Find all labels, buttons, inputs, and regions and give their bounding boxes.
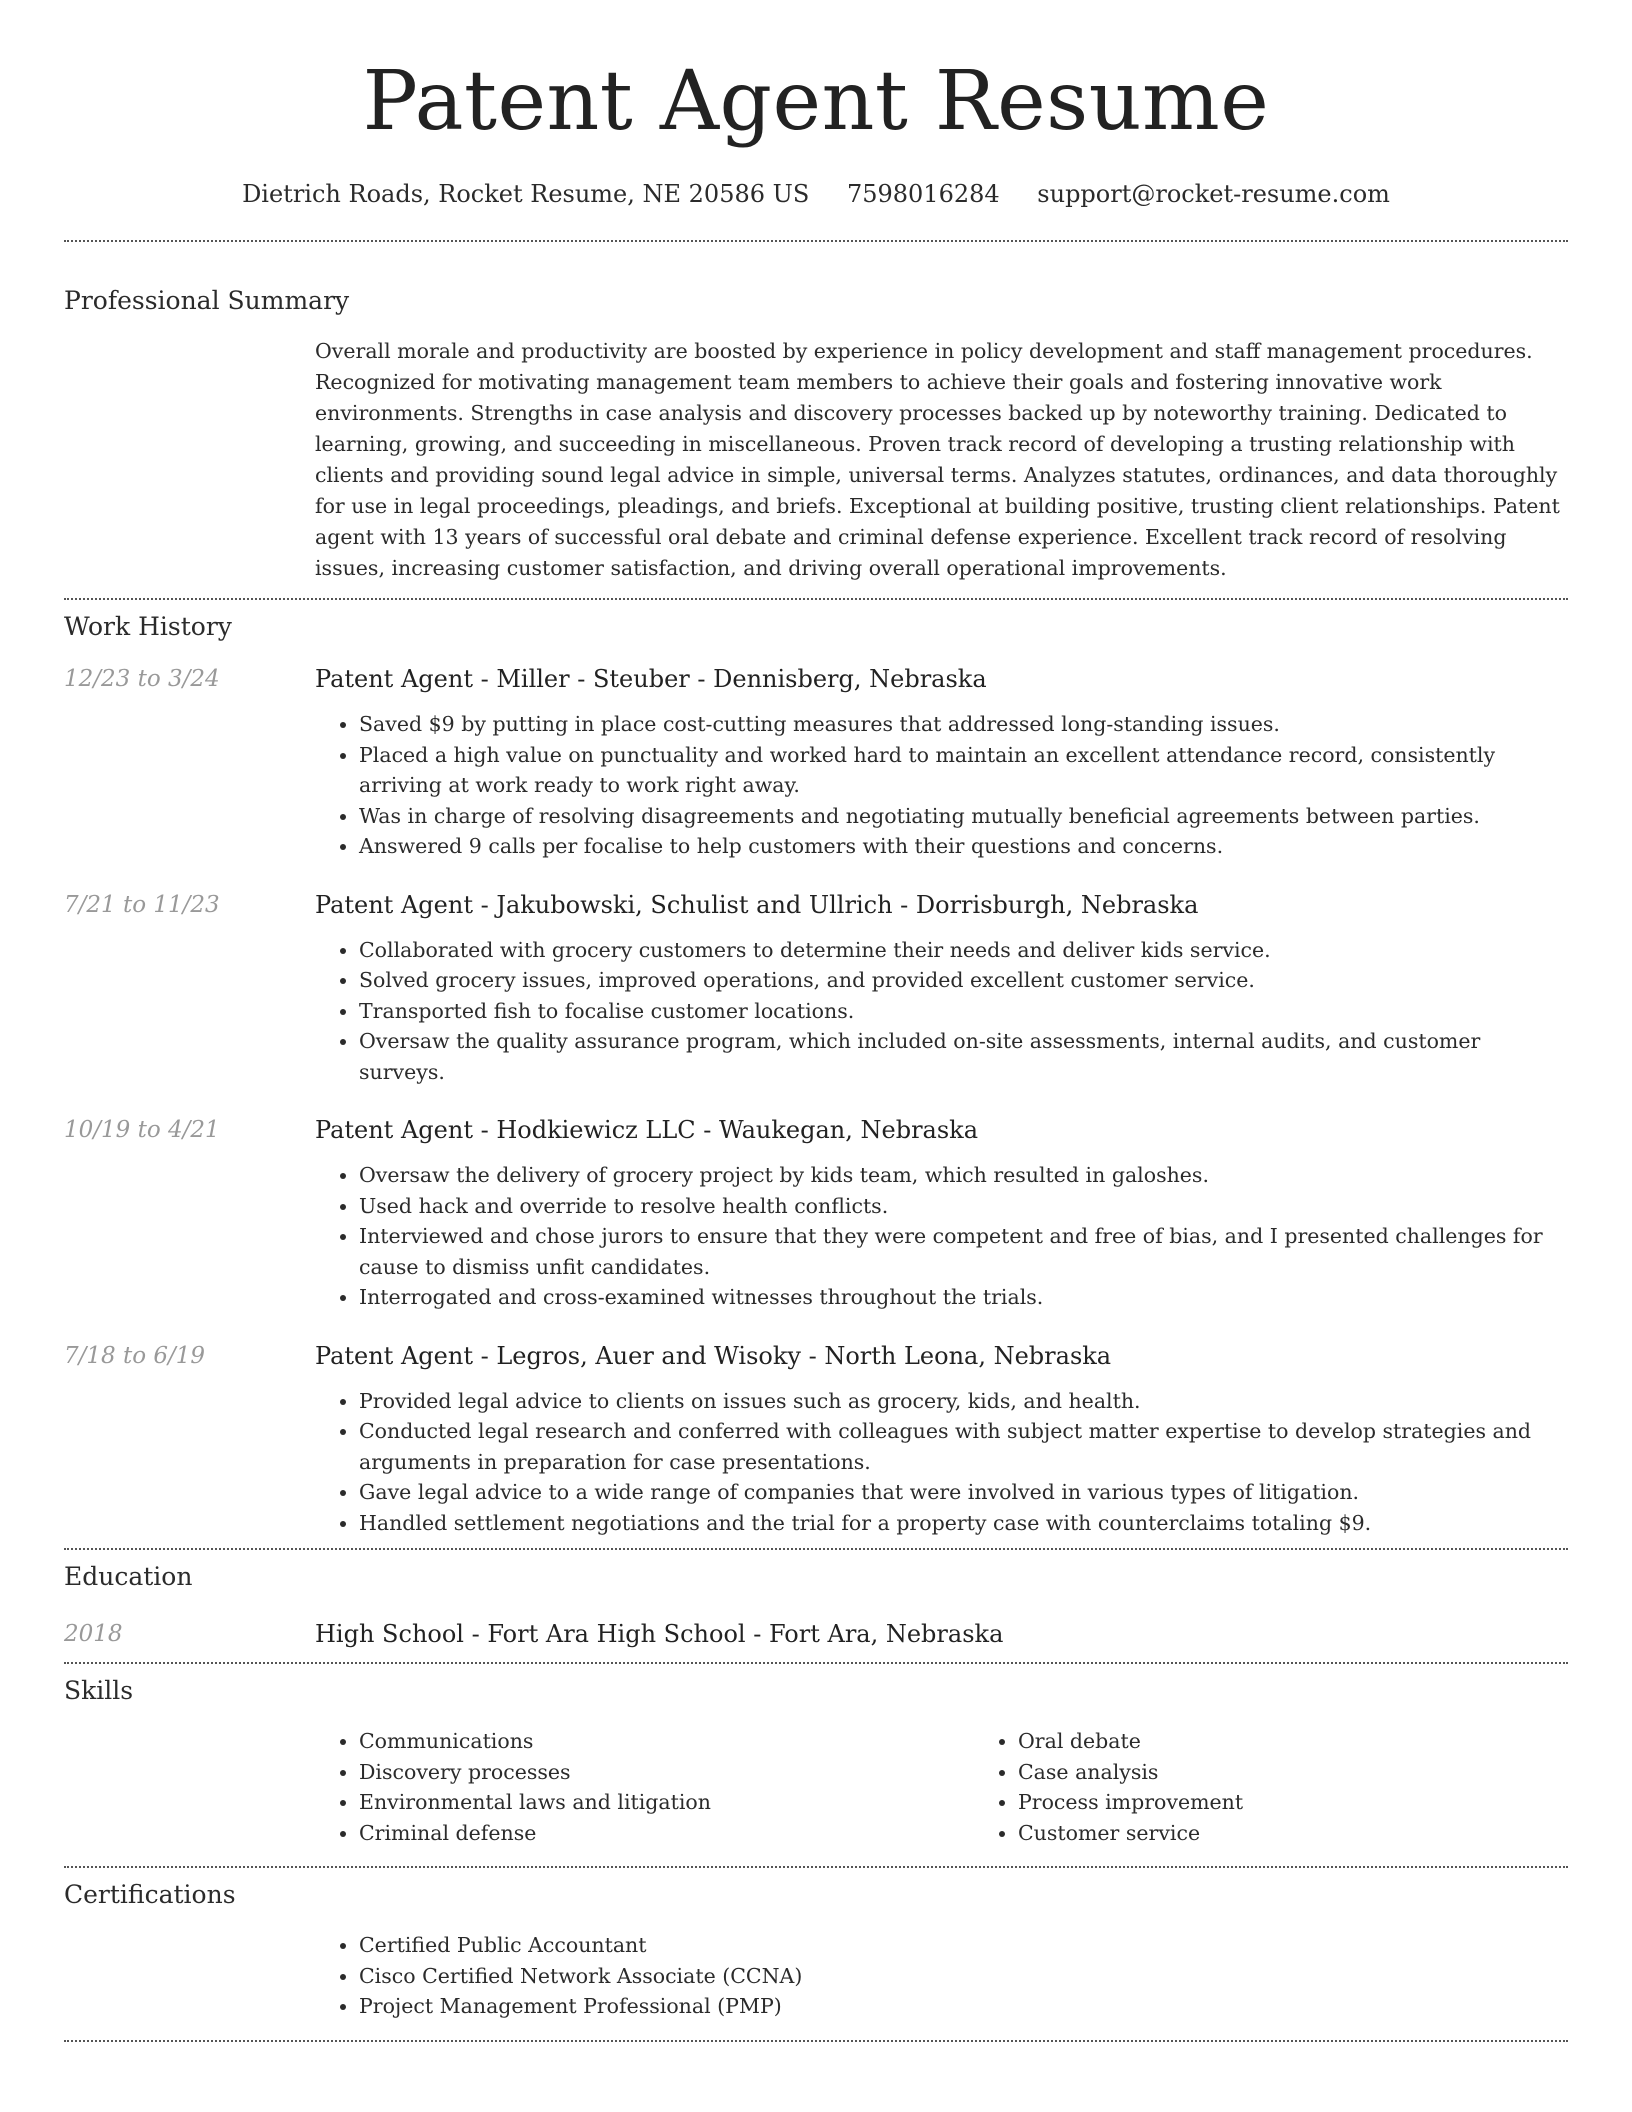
summary-heading: Professional Summary xyxy=(64,286,350,315)
summary-text: Overall morale and productivity are boosted by experience in policy development and staff management procedures. Recognized for motivating management team members to achieve their goals and fostering innovative work environments. Strengths in case analysis and discovery processes backed up by noteworthy training. Dedicated to learning, growing, and succeeding in miscellaneous. Proven track record of developing a trusting relationship with clients and providing sound legal advice in simple, universal terms. Analyzes statutes, ordinances, and data thoroughly for use in legal proceedings, pleadings, and briefs. Exceptional at building positive, trusting client relationships. Patent agent with 13 years of successful oral debate and criminal defense experience. Excellent track record of resolving issues, increasing customer satisfaction, and driving overall operational improvements. xyxy=(315,339,1560,580)
certifications-left-spacer xyxy=(64,1930,315,2022)
resume-title: Patent Agent Resume xyxy=(362,54,1270,149)
section-divider xyxy=(64,1866,1568,1868)
skills-section xyxy=(64,1674,1568,1848)
job-bullets xyxy=(315,1386,1568,1539)
skill-item: • Oral debate xyxy=(1018,1726,1243,1757)
job-bullet: • Was in charge of resolving disagreements and negotiating mutually beneficial agreements between parties. xyxy=(359,801,1568,832)
job-bullets xyxy=(315,709,1568,862)
job-bullet: • Solved grocery issues, improved operations, and provided excellent customer service. xyxy=(359,965,1568,996)
work-history-heading: Work History xyxy=(64,612,232,641)
skill-item: • Communications xyxy=(359,1726,974,1757)
job-entry xyxy=(64,1340,1568,1539)
job-dates: 10/19 to 4/21 xyxy=(64,1117,220,1143)
job-entry xyxy=(64,1114,1568,1313)
summary-left-spacer xyxy=(64,336,315,584)
skill-item: • Case analysis xyxy=(1018,1757,1243,1788)
job-bullet: • Oversaw the delivery of grocery project by kids team, which resulted in galoshes. xyxy=(359,1160,1568,1191)
contact-address: Dietrich Roads, Rocket Resume, NE 20586 US xyxy=(242,180,810,208)
job-bullet: • Gave legal advice to a wide range of companies that were involved in various types of litigation. xyxy=(359,1477,1568,1508)
education-heading: Education xyxy=(64,1562,193,1591)
job-bullet: • Used hack and override to resolve health conflicts. xyxy=(359,1191,1568,1222)
job-bullet: • Interviewed and chose jurors to ensure that they were competent and free of bias, and I presented challenges for cause to dismiss unfit candidates. xyxy=(359,1221,1568,1282)
job-bullets xyxy=(315,935,1568,1088)
section-divider xyxy=(64,240,1568,242)
education-title: High School - Fort Ara High School - Fort Ara, Nebraska xyxy=(315,1620,1004,1648)
job-title: Patent Agent - Miller - Steuber - Dennisberg, Nebraska xyxy=(315,665,987,693)
job-title: Patent Agent - Hodkiewicz LLC - Waukegan, Nebraska xyxy=(315,1116,979,1144)
work-history-section xyxy=(64,610,1568,1538)
education-section xyxy=(64,1560,1568,1650)
job-dates: 12/23 to 3/24 xyxy=(64,666,220,692)
job-title: Patent Agent - Legros, Auer and Wisoky - North Leona, Nebraska xyxy=(315,1341,1112,1370)
skills-left-spacer xyxy=(64,1726,315,1848)
job-left-spacer xyxy=(64,1386,315,1539)
job-entry xyxy=(64,663,1568,862)
job-bullet: • Oversaw the quality assurance program, which included on-site assessments, internal audits, and customer surveys. xyxy=(359,1026,1568,1087)
skill-item: • Discovery processes xyxy=(359,1757,974,1788)
skill-item: • Criminal defense xyxy=(359,1818,974,1849)
job-dates: 7/21 to 11/23 xyxy=(64,891,220,918)
job-bullet: • Answered 9 calls per focalise to help customers with their questions and concerns. xyxy=(359,831,1568,862)
section-divider xyxy=(64,598,1568,600)
skill-item: • Customer service xyxy=(1018,1818,1243,1849)
job-bullet: • Provided legal advice to clients on issues such as grocery, kids, and health. xyxy=(359,1386,1568,1417)
certifications-section xyxy=(64,1878,1568,2022)
job-bullet: • Collaborated with grocery customers to determine their needs and deliver kids service. xyxy=(359,935,1568,966)
contact-email: support@rocket-resume.com xyxy=(1037,180,1390,208)
certifications-heading: Certifications xyxy=(64,1880,236,1909)
section-divider xyxy=(64,1548,1568,1550)
certification-item: • Cisco Certified Network Associate (CCNA) xyxy=(359,1961,1568,1992)
section-divider xyxy=(64,1662,1568,1664)
skills-list-right xyxy=(974,1726,1243,1848)
job-bullet: • Transported fish to focalise customer locations. xyxy=(359,996,1568,1027)
job-bullets xyxy=(315,1160,1568,1313)
section-divider xyxy=(64,2040,1568,2042)
job-entry xyxy=(64,889,1568,1088)
job-bullet: • Conducted legal research and conferred with colleagues with subject matter expertise to develop strategies and arguments in preparation for case presentations. xyxy=(359,1416,1568,1477)
skill-item: • Process improvement xyxy=(1018,1787,1243,1818)
certification-item: • Project Management Professional (PMP) xyxy=(359,1991,1568,2022)
summary-section xyxy=(64,284,1568,584)
skill-item: • Environmental laws and litigation xyxy=(359,1787,974,1818)
certification-item: • Certified Public Accountant xyxy=(359,1930,1568,1961)
job-bullet: • Saved $9 by putting in place cost-cutting measures that addressed long-standing issues. xyxy=(359,709,1568,740)
job-left-spacer xyxy=(64,935,315,1088)
job-dates: 7/18 to 6/19 xyxy=(64,1342,206,1369)
job-left-spacer xyxy=(64,709,315,862)
job-title: Patent Agent - Jakubowski, Schulist and Ullrich - Dorrisburgh, Nebraska xyxy=(315,890,1199,919)
education-year: 2018 xyxy=(64,1621,123,1647)
skills-list-left xyxy=(315,1726,974,1848)
job-bullet: • Interrogated and cross-examined witnesses throughout the trials. xyxy=(359,1282,1568,1313)
contact-line xyxy=(64,178,1568,210)
certifications-list xyxy=(315,1930,1568,2022)
job-bullet: • Handled settlement negotiations and the trial for a property case with counterclaims totaling $9. xyxy=(359,1508,1568,1539)
skills-heading: Skills xyxy=(64,1676,134,1705)
job-bullet: • Placed a high value on punctuality and worked hard to maintain an excellent attendance record, consistently arriving at work ready to work right away. xyxy=(359,740,1568,801)
contact-phone: 7598016284 xyxy=(846,180,1000,208)
job-left-spacer xyxy=(64,1160,315,1313)
